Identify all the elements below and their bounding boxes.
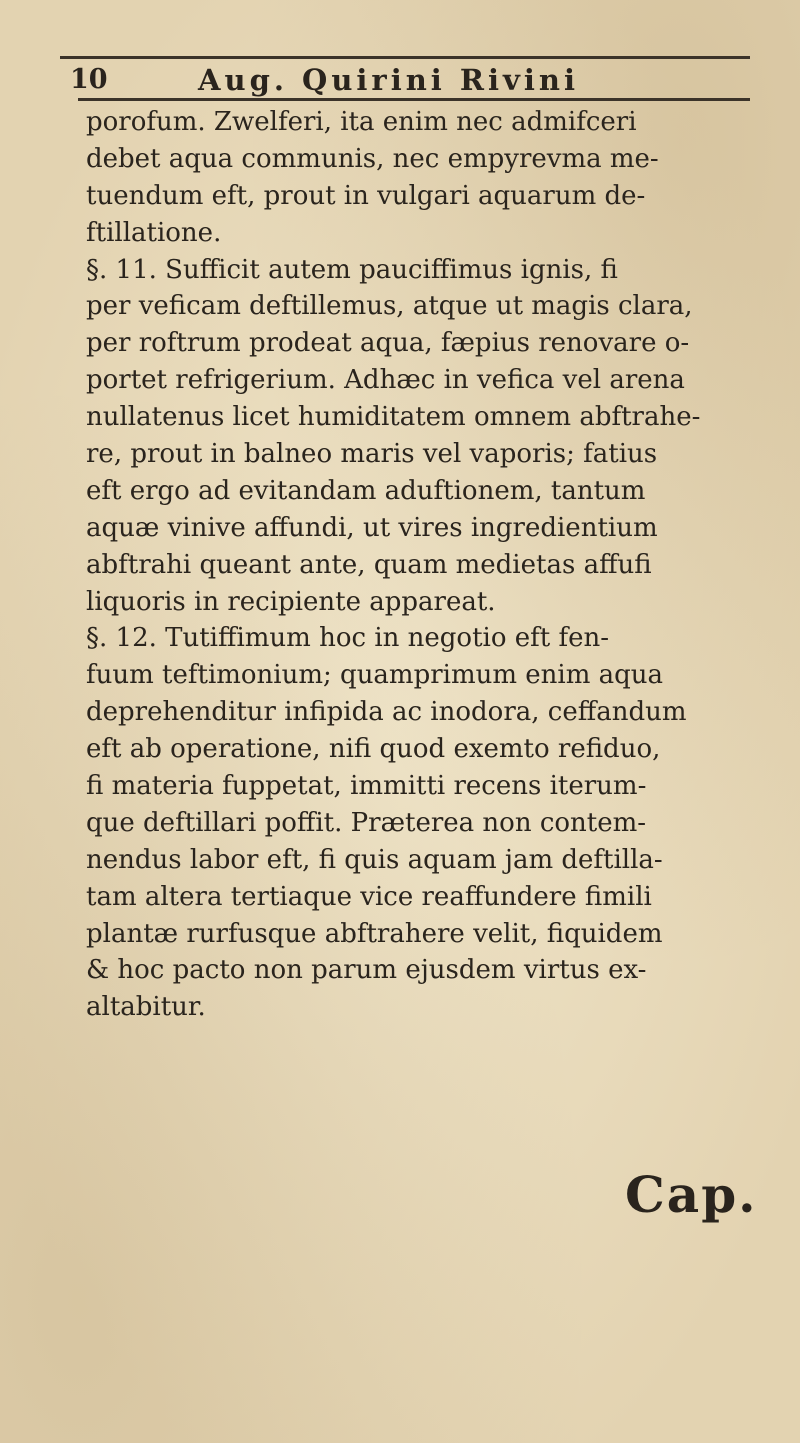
text-line: fuum teftimonium; quamprimum enim aqua xyxy=(86,660,664,691)
text-line: per roftrum prodeat aqua, fæpius renovare o- xyxy=(86,328,690,359)
text-line: plantæ rurfusque abftrahere velit, fiquidem xyxy=(86,918,663,949)
text-line: liquoris in recipiente appareat. xyxy=(86,586,496,617)
text-line: altabitur. xyxy=(86,992,206,1023)
section-12-start: §. 12. Tutiffimum hoc in negotio eft fen- xyxy=(86,623,610,654)
text-line: tuendum eft, prout in vulgari aquarum de- xyxy=(86,180,646,211)
top-rule xyxy=(60,56,750,59)
running-head: Aug. Quirini Rivini xyxy=(198,63,579,97)
text-line: fi materia fuppetat, immitti recens iterum- xyxy=(86,771,647,802)
header-rule xyxy=(78,98,750,101)
text-line: portet refrigerium. Adhæc in vefica vel arena xyxy=(86,365,685,396)
text-line: ftillatione. xyxy=(86,217,222,248)
text-line: debet aqua communis, nec empyrevma me- xyxy=(86,143,659,174)
text-line: re, prout in balneo maris vel vaporis; fatius xyxy=(86,439,658,470)
text-line: & hoc pacto non parum ejusdem virtus ex- xyxy=(86,955,647,986)
page-header xyxy=(70,62,750,98)
text-line: per veficam deftillemus, atque ut magis clara, xyxy=(86,291,693,322)
text-line: deprehenditur infipida ac inodora, ceffandum xyxy=(86,697,687,728)
text-line: eft ergo ad evitandam aduftionem, tantum xyxy=(86,475,646,506)
text-line: abftrahi queant ante, quam medietas affufi xyxy=(86,549,652,580)
page-number: 10 xyxy=(70,64,108,95)
text-line: tam altera tertiaque vice reaffundere fimili xyxy=(86,881,652,912)
text-line: aquæ vinive affundi, ut vires ingredientium xyxy=(86,512,658,543)
text-line: nullatenus licet humiditatem omnem abftrahe- xyxy=(86,402,701,433)
text-line: eft ab operatione, nifi quod exemto refiduo, xyxy=(86,734,661,765)
text-line: que deftillari poffit. Præterea non contem- xyxy=(86,807,647,838)
catchword: Cap. xyxy=(625,1165,758,1224)
body-text xyxy=(86,104,766,1026)
text-line: nendus labor eft, fi quis aquam jam deftilla- xyxy=(86,844,663,875)
text-line: porofum. Zwelferi, ita enim nec admifceri xyxy=(86,107,637,137)
section-11-start: §. 11. Sufficit autem pauciffimus ignis, fi xyxy=(86,254,618,285)
